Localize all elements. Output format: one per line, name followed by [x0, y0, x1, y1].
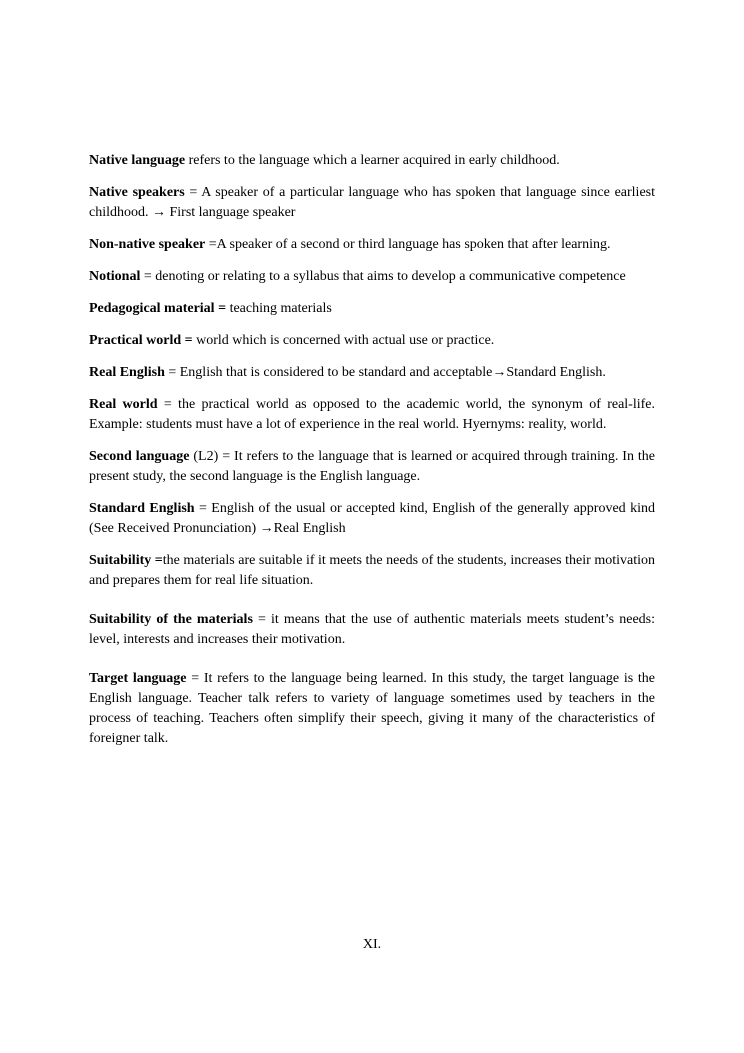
glossary-definition: = A speaker of a particular language who has spoken that language since earliest childhood. → First language speaker — [89, 185, 655, 220]
glossary-list — [89, 151, 655, 761]
glossary-entry-native-language — [89, 151, 655, 171]
glossary-term: Non-native speaker — [89, 237, 206, 252]
glossary-term: Real English — [89, 365, 165, 380]
glossary-definition: =A speaker of a second or third language has spoken that after learning. — [205, 237, 611, 252]
glossary-term: Pedagogical material = — [89, 301, 227, 316]
glossary-term: Target language — [89, 671, 187, 686]
glossary-entry-practical-world — [89, 331, 655, 351]
glossary-entry-second-language — [89, 447, 655, 487]
glossary-term: Suitability = — [89, 553, 163, 568]
glossary-term: Standard English — [89, 501, 195, 516]
glossary-entry-pedagogical-material — [89, 299, 655, 319]
glossary-definition: refers to the language which a learner acquired in early childhood. — [185, 153, 560, 168]
glossary-definition: = English that is considered to be standard and acceptable→Standard English. — [164, 365, 606, 380]
glossary-definition: (L2) = It refers to the language that is learned or acquired through training. In the present study, the second language is the English language. — [89, 449, 656, 484]
glossary-term: Native language — [89, 153, 186, 168]
glossary-entry-standard-english — [89, 499, 655, 539]
glossary-definition: = denoting or relating to a syllabus that aims to develop a communicative competence — [140, 269, 626, 284]
glossary-definition: the materials are suitable if it meets the needs of the students, increases their motivation and prepares them for real life situation. — [89, 553, 656, 588]
glossary-entry-notional — [89, 267, 655, 287]
glossary-entry-target-language — [89, 669, 655, 749]
glossary-term: Notional — [89, 269, 141, 284]
glossary-entry-real-english — [89, 363, 655, 383]
glossary-entry-native-speakers — [89, 183, 655, 223]
glossary-entry-suitability-of-materials — [89, 610, 655, 650]
glossary-definition: teaching materials — [226, 301, 332, 316]
glossary-definition: world which is concerned with actual use or practice. — [192, 333, 495, 348]
glossary-term: Suitability of the materials — [89, 612, 253, 627]
glossary-term: Native speakers — [89, 185, 185, 200]
glossary-entry-non-native-speaker — [89, 235, 655, 255]
page-number: XI. — [362, 937, 382, 952]
glossary-term: Real world — [89, 397, 158, 412]
glossary-definition: = English of the usual or accepted kind, English of the generally approved kind (See Received Pronunciation) →Real English — [89, 501, 655, 536]
glossary-term: Practical world = — [89, 333, 193, 348]
glossary-term: Second language — [89, 449, 190, 464]
glossary-definition: = the practical world as opposed to the academic world, the synonym of real-life. Example: students must have a lot of experience in the real world. Hyernyms: reality, world. — [89, 397, 655, 432]
glossary-entry-real-world — [89, 395, 655, 435]
glossary-definition: = it means that the use of authentic materials meets student’s needs: level, interests and increases their motivation. — [89, 612, 656, 647]
glossary-entry-suitability — [89, 551, 655, 591]
glossary-definition: = It refers to the language being learned. In this study, the target language is the English language. Teacher talk refers to variety of language sometimes used by teachers in the process of teaching. Teachers often simplify their speech, giving it many of the characteristics of foreigner talk. — [89, 671, 655, 746]
